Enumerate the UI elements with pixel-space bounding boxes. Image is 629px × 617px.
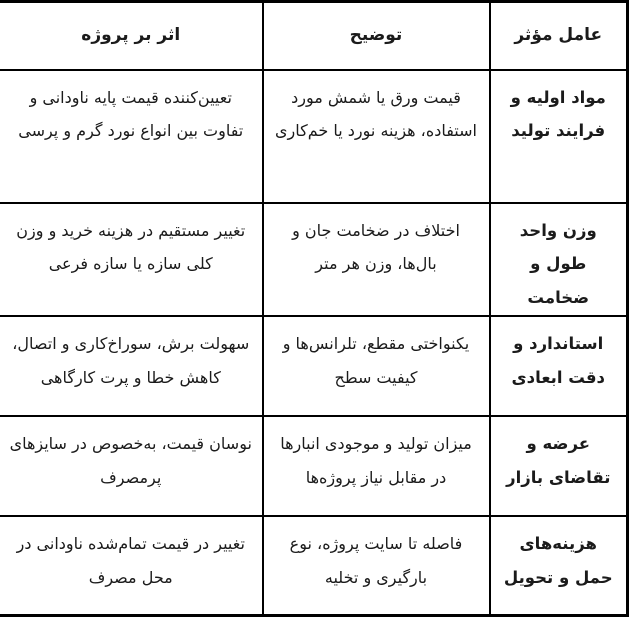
table-row	[0, 316, 628, 416]
cell-description: یکنواختی مقطع، تلرانس‌ها و کیفیت سطح	[263, 316, 490, 416]
cell-factor: عرضه و تقاضای بازار	[490, 416, 628, 516]
header-cell-effect: اثر بر پروژه	[0, 2, 263, 70]
cell-effect: نوسان قیمت، به‌خصوص در سایزهای پرمصرف	[0, 416, 263, 516]
cell-factor: استاندارد و دقت ابعادی	[490, 316, 628, 416]
table-row	[0, 416, 628, 516]
cell-effect: تغییر در قیمت تمام‌شده ناودانی در محل مصرف	[0, 516, 263, 616]
header-row	[0, 2, 628, 70]
cell-description: قیمت ورق یا شمش مورد استفاده، هزینه نورد یا خم‌کاری	[263, 70, 490, 203]
table-row	[0, 203, 628, 316]
header-cell-factor: عامل مؤثر	[490, 2, 628, 70]
cell-description: فاصله تا سایت پروژه، نوع بارگیری و تخلیه	[263, 516, 490, 616]
cell-effect: تغییر مستقیم در هزینه خرید و وزن کلی سازه یا سازه فرعی	[0, 203, 263, 316]
cell-effect: تعیین‌کننده قیمت پایه ناودانی و تفاوت بین انواع نورد گرم و پرسی	[0, 70, 263, 203]
header-cell-description: توضیح	[263, 2, 490, 70]
cell-effect: سهولت برش، سوراخ‌کاری و اتصال، کاهش خطا و پرت کارگاهی	[0, 316, 263, 416]
cell-description: میزان تولید و موجودی انبارها در مقابل نیاز پروژه‌ها	[263, 416, 490, 516]
cell-factor: وزن واحد طول و ضخامت	[490, 203, 628, 316]
table-row	[0, 70, 628, 203]
cell-factor: مواد اولیه و فرایند تولید	[490, 70, 628, 203]
cell-factor: هزینه‌های حمل و تحویل	[490, 516, 628, 616]
cell-description: اختلاف در ضخامت جان و بال‌ها، وزن هر متر	[263, 203, 490, 316]
table-row	[0, 516, 628, 616]
